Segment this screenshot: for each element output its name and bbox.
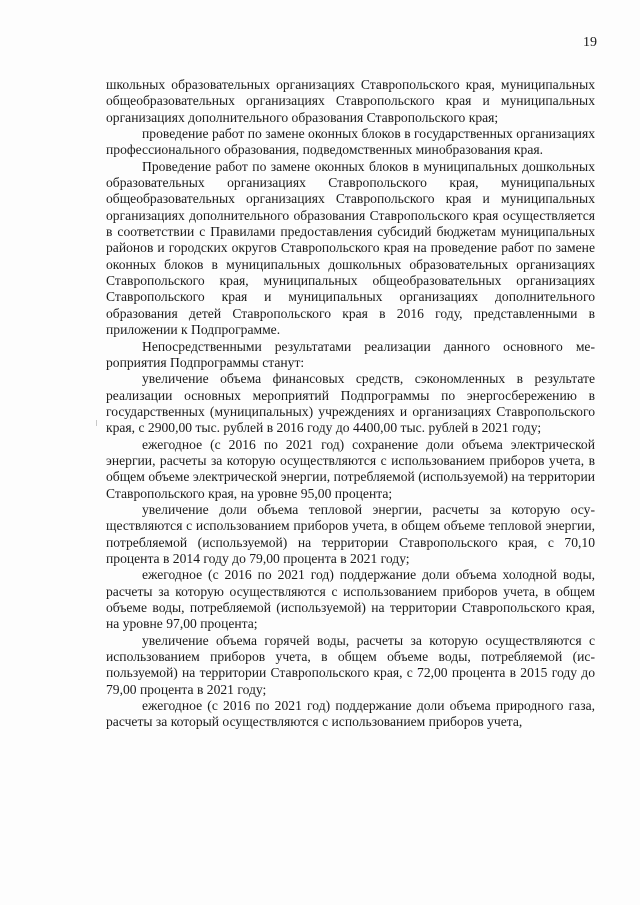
paragraph-window-replacement-rules: Проведение работ по замене оконных блоков в муниципальных дошкольных образовательных организациях Ставропольского края, муниципальных общеобразовательных организациях Ставропольского края и муниципальных организациях дополнительного образования Ставропольского края осуществляется в соответствии с Правилами предоставления субсидий бюджетам муниципальных районов и городских округов Ставропольского края на проведение работ по замене оконных блоков в муниципальных дошкольных образовательных организациях Ставропольского края, муниципальных общеобразовательных организациях Ставропольского края и муниципальных организациях дополнительного образования детей Ставропольского края в 2016 году, представленными в приложении к Подпрограмме. bbox=[106, 158, 595, 338]
paragraph-window-replacement-prof: проведение работ по замене оконных блоков в государственных организациях профессионального образования, подведомственных минобразования края. bbox=[106, 126, 595, 158]
paragraph-results-intro: Непосредственными результатами реализации данного основного мероприятия Подпрограммы станут: bbox=[106, 338, 595, 370]
document-body bbox=[106, 77, 595, 731]
paragraph-result-natural-gas: ежегодное (с 2016 по 2021 год) поддержание доли объема природного газа, расчеты за который осуществляются с использованием приборов учета, bbox=[106, 698, 595, 730]
paragraph-result-financial-savings: увеличение объема финансовых средств, сэкономленных в результате реализации основных мероприятий Подпрограммы по энергосбережению в государственных (муниципальных) учреждениях и организациях Ставропольского края, с 2900,00 тыс. рублей в 2016 году до 4400,00 тыс. рублей в 2021 году; bbox=[106, 371, 595, 436]
paragraph-result-cold-water: ежегодное (с 2016 по 2021 год) поддержание доли объема холодной воды, расчеты за которую осуществляются с использованием приборов учета, в общем объеме воды, потребляемой (используемой) на территории Ставропольского края, на уровне 97,00 процента; bbox=[106, 567, 595, 632]
paragraph-result-hot-water: увеличение объема горячей воды, расчеты за которую осуществляются с использованием приборов учета, в общем объеме воды, потребляемой (используемой) на территории Ставропольского края, с 72,00 процента в 2015 году до 79,00 процента в 2021 году; bbox=[106, 632, 595, 697]
paragraph-continuation: школьных образовательных организациях Ставропольского края, муниципальных общеобразовательных организациях Ставропольского края и муниципальных организациях дополнительного образования Ставропольского края; bbox=[106, 77, 595, 125]
page-number: 19 bbox=[583, 35, 597, 50]
paragraph-result-thermal-energy: увеличение доли объема тепловой энергии, расчеты за которую осуществляются с использованием приборов учета, в общем объеме тепловой энергии, потребляемой (используемой) на территории Ставропольского края, с 70,10 процента в 2014 году до 79,00 процента в 2021 году; bbox=[106, 501, 595, 566]
paragraph-result-electric-energy: ежегодное (с 2016 по 2021 год) сохранение доли объема электрической энергии, расчеты за которую осуществляются с использованием приборов учета, в общем объеме электрической энергии, потребляемой (используемой) на территории Ставропольского края, на уровне 95,00 процента; bbox=[106, 436, 595, 501]
margin-mark bbox=[96, 420, 97, 426]
